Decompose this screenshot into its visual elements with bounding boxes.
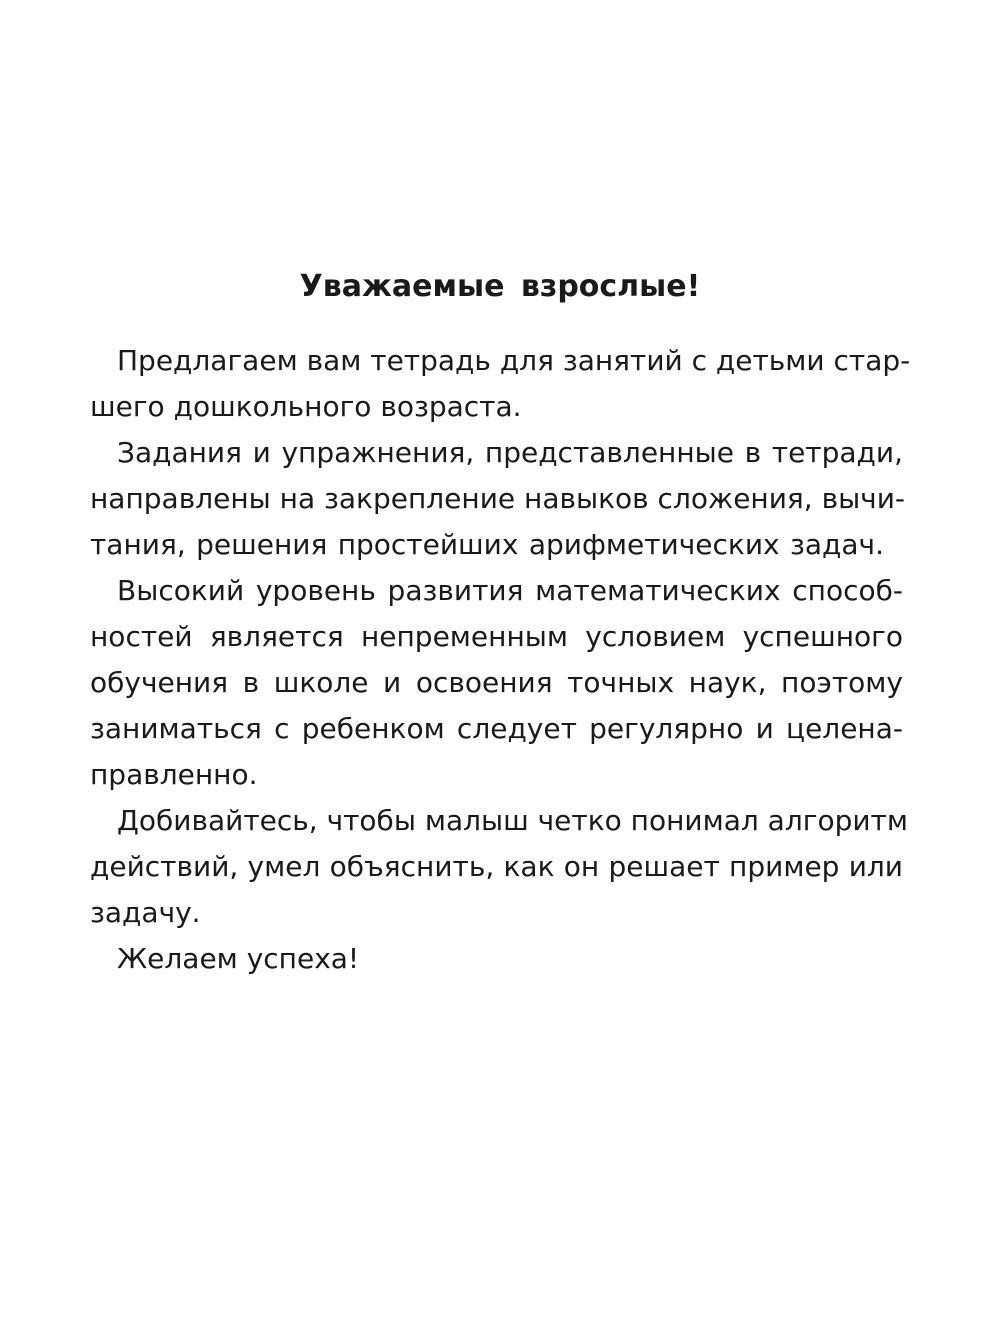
paragraph-line: Предлагаем вам тетрадь для занятий с детьми стар- xyxy=(117,344,911,377)
paragraph-line: действий, умел объяснить, как он решает пример или xyxy=(90,850,903,883)
paragraph-line: правленно. xyxy=(90,758,258,791)
paragraph-line: Высокий уровень развития математических способ- xyxy=(117,574,903,607)
paragraph-line: тания, решения простейших арифметических задач. xyxy=(90,528,884,561)
paragraph-line: ностей является непременным условием успешного xyxy=(90,620,903,653)
paragraph-line: задачу. xyxy=(90,896,201,929)
closing-line: Желаем успеха! xyxy=(117,942,360,975)
paragraph-line: Добивайтесь, чтобы малыш четко понимал алгоритм xyxy=(117,804,908,837)
page-title: Уважаемые взрослые! xyxy=(299,269,701,304)
paragraph-line: обучения в школе и освоения точных наук, поэтому xyxy=(90,666,903,699)
paragraph-line: направлены на закрепление навыков сложения, вычи- xyxy=(90,482,906,515)
paragraph-line: Задания и упражнения, представленные в тетради, xyxy=(117,436,903,469)
paragraph-line: шего дошкольного возраста. xyxy=(90,390,522,423)
paragraph-line: заниматься с ребенком следует регулярно и целена- xyxy=(90,712,903,745)
